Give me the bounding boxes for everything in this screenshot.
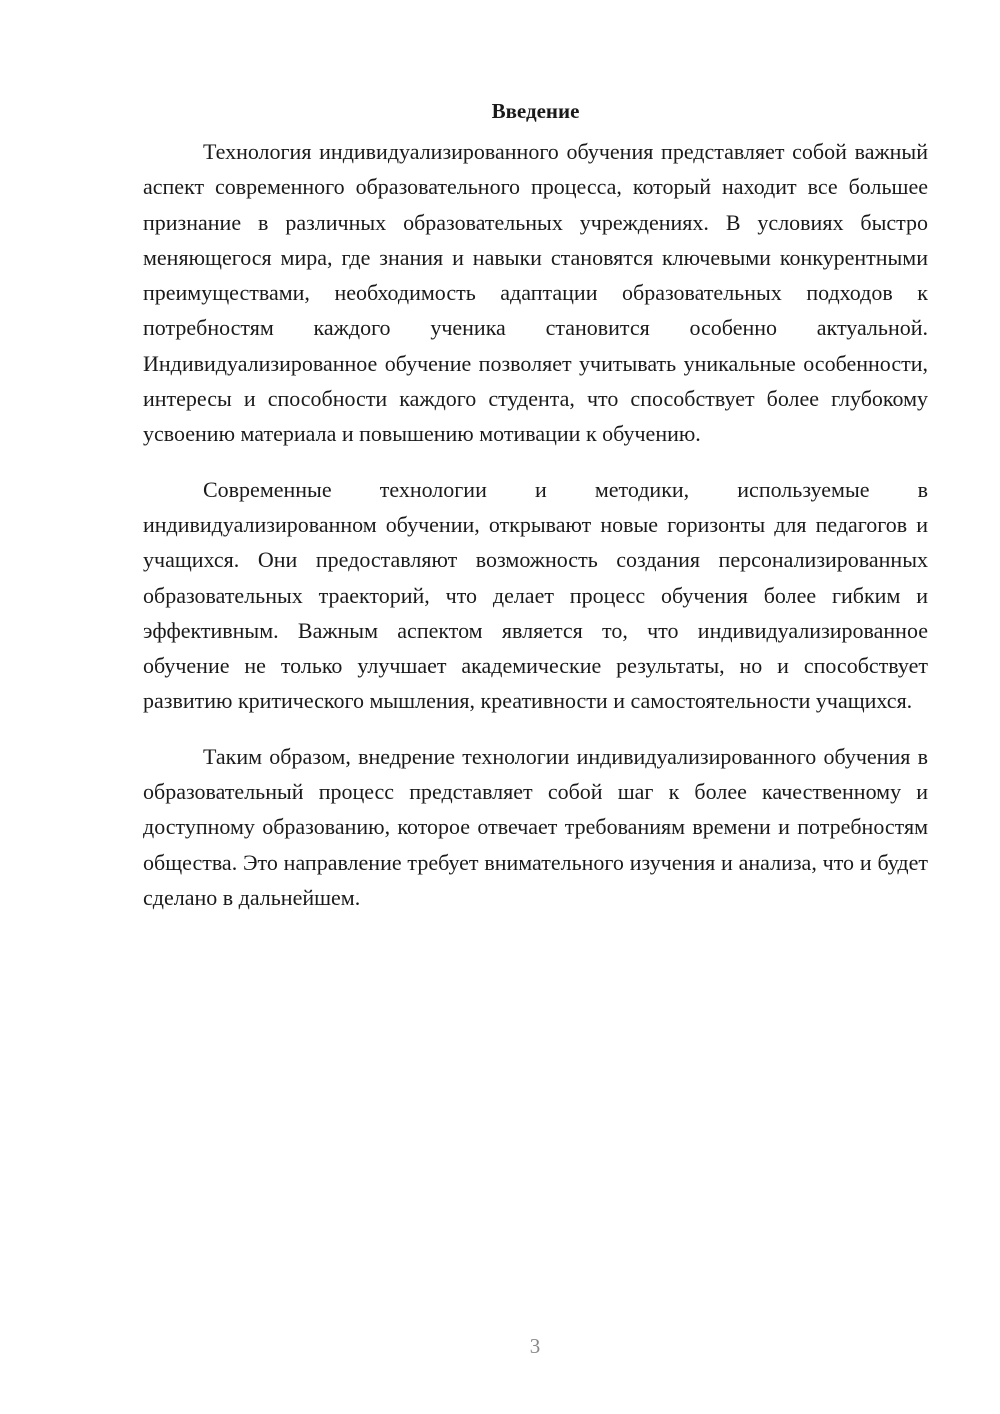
paragraph-2: Современные технологии и методики, используемые в индивидуализированном обучении, открывают новые горизонты для педагогов и учащихся. Они предоставляют возможность создания персонализированных образовательных траекторий, что делает процесс обучения более гибким и эффективным. Важным аспектом является то, что индивидуализированное обучение не только улучшает академические результаты, но и способствует развитию критического мышления, креативности и самостоятельности учащихся. bbox=[143, 476, 928, 714]
text-block bbox=[143, 96, 928, 935]
section-heading: Введение bbox=[491, 99, 580, 123]
paragraph-3: Таким образом, внедрение технологии индивидуализированного обучения в образовательный процесс представляет собой шаг к более качественному и доступному образованию, которое отвечает требованиям времени и потребностям общества. Это направление требует внимательного изучения и анализа, что и будет сделано в дальнейшем. bbox=[143, 743, 928, 910]
page-number: 3 bbox=[529, 1334, 541, 1358]
paragraph-1: Технология индивидуализированного обучения представляет собой важный аспект современного образовательного процесса, который находит все большее признание в различных образовательных учреждениях. В условиях быстро меняющегося мира, где знания и навыки становятся ключевыми конкурентными преимуществами, необходимость адаптации образовательных подходов к потребностям каждого ученика становится особенно актуальной. Индивидуализированное обучение позволяет учитывать уникальные особенности, интересы и способности каждого студента, что способствует более глубокому усвоению материала и повышению мотивации к обучению. bbox=[143, 139, 928, 447]
